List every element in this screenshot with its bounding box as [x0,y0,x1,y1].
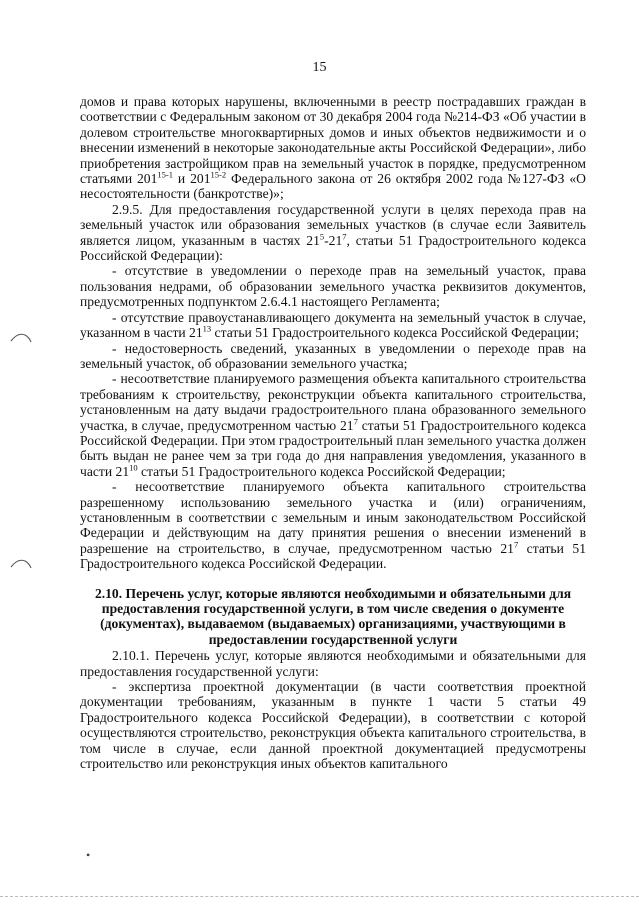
paragraph-2-10-1: 2.10.1. Перечень услуг, которые являются необходимыми и обязательными для предоставления государственной услуги: [80,648,586,679]
list-item: - отсутствие правоустанавливающего документа на земельный участок в случае, указанном в части $21^{13}$ статьи 51 Градостроительного кодекса Российской Федерации; [80,309,586,341]
list-item: - недостоверность сведений, указанных в уведомлении о переходе прав на земельный участок, об образовании земельного участка; [80,340,586,371]
page-number: 15 [312,60,327,75]
paragraph-2-9-5: 2.9.5. Для предоставления государственной услуги в целях перехода прав на земельный участок или образования земельных участков (в случае если Заявитель является лицом, указанным в частях $21^5-21^7$, статьи 51 Градостроительного кодекса Российской Федерации): [80,201,586,264]
document-body [80,94,586,771]
list-item: - отсутствие в уведомлении о переходе прав на земельный участок, права пользования недрами, об образовании земельного участка реквизитов документов, предусмотренных подпунктом 2.6.4.1 настоящего Регламента; [80,263,586,310]
margin-punch-mark [10,556,32,570]
section-heading-2-10: 2.10. Перечень услуг, которые являются необходимыми и обязательными для предоставления государственной услуги, в том числе сведения о документе (документах), выдаваемом (выдаваемых) организациями, участвующими в предоставлении государственной услуги [94,585,572,647]
scan-edge-line [0,896,639,898]
scan-speck: • [86,848,91,862]
margin-punch-mark [10,330,32,344]
list-item: - экспертиза проектной документации (в части соответствия проектной документации требованиям, указанным в пункте 1 части 5 статьи 49 Градостроительного кодекса Российской Федерации), в соответствии с которой осуществляются строительство, реконструкция объекта капитального строительства, в том числе в случае, если данной проектной документацией предусмотрены строительство или реконструкция иных объектов капитального [80,679,586,772]
paragraph: домов и права которых нарушены, включенными в реестр пострадавших граждан в соответствии с Федеральным законом от 30 декабря 2004 года №214-ФЗ «Об участии в долевом строительстве многоквартирных домов и иных объектов недвижимости и о внесении изменений в некоторые законодательные акты Российской Федерации», либо приобретения застройщиком прав на земельный участок в порядке, предусмотренном статьями 201$^{15-1}$ и 201$^{15-2}$ Федерального закона от 26 октября 2002 года №127-ФЗ «О несостоятельности (банкротстве)»; [80,94,587,202]
list-item: - несоответствие планируемого размещения объекта капитального строительства требованиям к строительству, реконструкции объекта капитального строительства, установленным на дату выдачи градостроительного плана образованного земельного участка, в случае, предусмотренном частью $21^7$ статьи 51 Градостроительного кодекса Российской Федерации. При этом градостроительный план земельного участка должен быть выдан не ранее чем за три года до дня направления уведомления, указанного в части $21^{10}$ статьи 51 Градостроительного кодекса Российской Федерации; [80,371,586,479]
list-item: - несоответствие планируемого объекта капитального строительства разрешенному использованию земельного участка и (или) ограничениям, установленным в соответствии с земельным и иным законодательством Российской Федерации и действующим на дату принятия решения о внесении изменений в разрешение на строительство, в случае, предусмотренном частью $21^7$ статьи 51 Градостроительного кодекса Российской Федерации. [80,479,586,572]
